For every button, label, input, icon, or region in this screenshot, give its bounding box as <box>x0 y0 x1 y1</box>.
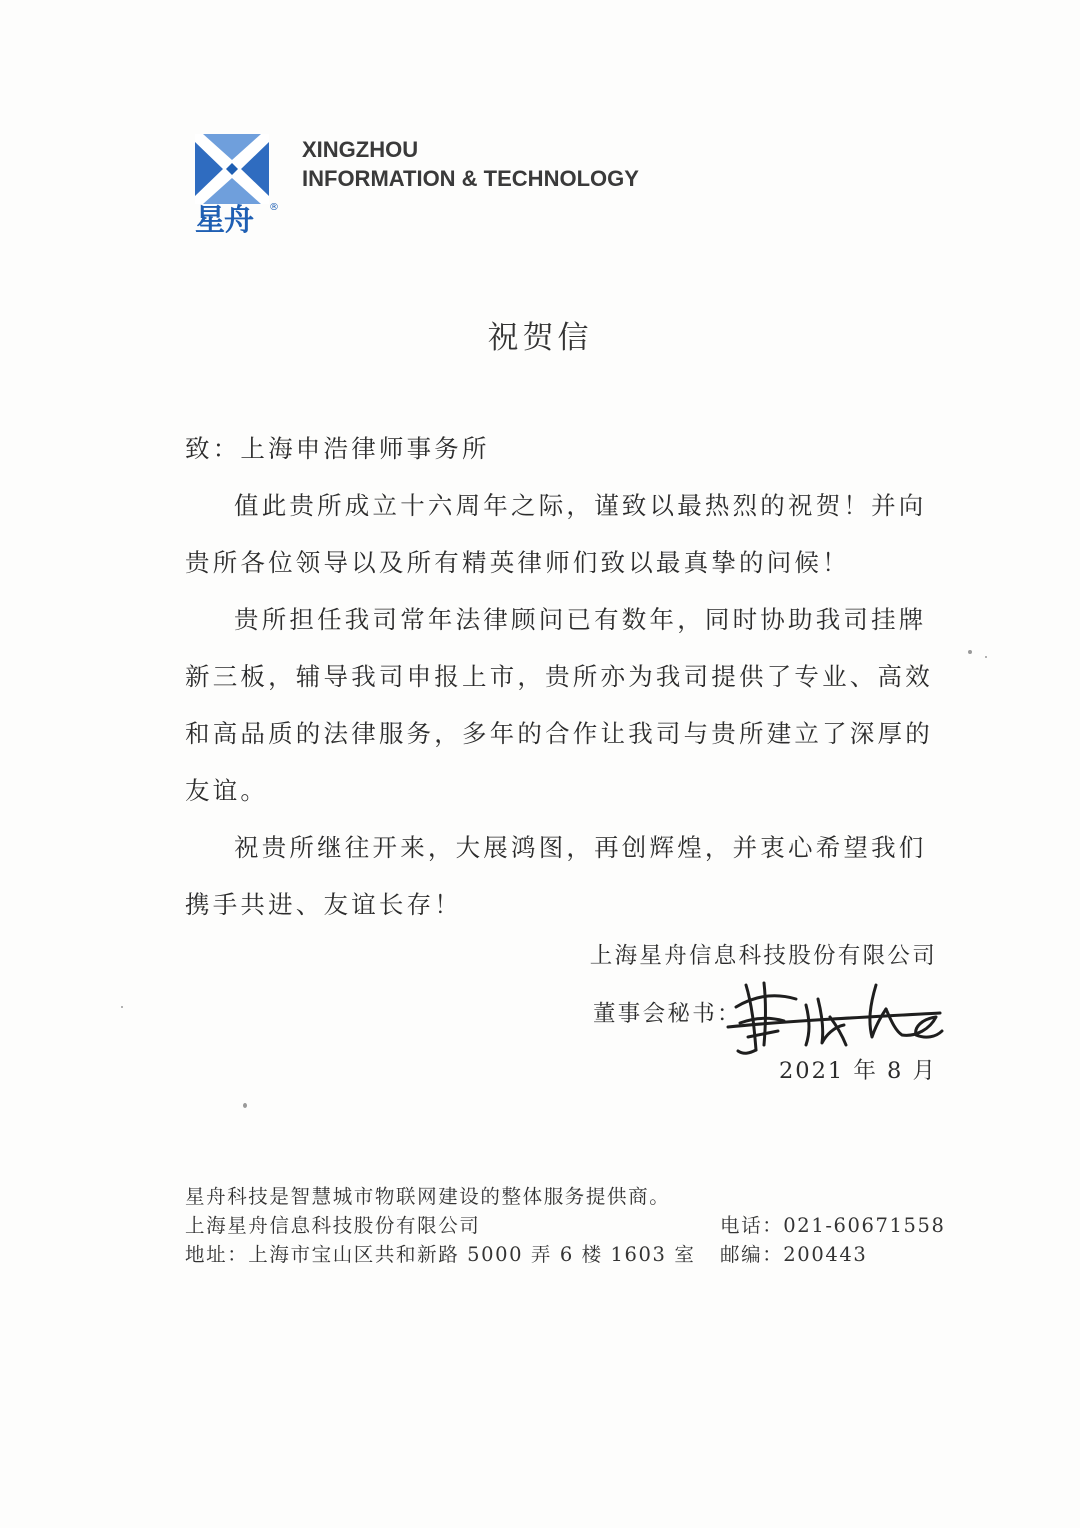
letter-date: 2021 年 8 月 <box>778 1058 937 1084</box>
footer-postcode: 邮编：200443 <box>720 1243 868 1266</box>
signing-company: 上海星舟信息科技股份有限公司 <box>589 943 937 969</box>
brand-name <box>302 135 639 193</box>
logo-chinese-name: 星舟 <box>195 203 253 238</box>
footer-row <box>185 1211 945 1240</box>
handwritten-signature <box>726 965 946 1060</box>
footer-row <box>185 1182 945 1211</box>
footer-address: 地址：上海市宝山区共和新路 5000 弄 6 楼 1603 室 <box>185 1243 696 1266</box>
letter-paragraph: 值此贵所成立十六周年之际，谨致以最热烈的祝贺！并向贵所各位领导以及所有精英律师们致以最真挚的问候！ <box>185 491 927 577</box>
letter-paragraph: 祝贵所继往开来，大展鸿图，再创辉煌，并衷心希望我们携手共进、友谊长存！ <box>185 833 927 919</box>
scan-speck <box>968 650 972 654</box>
brand-line-2: INFORMATION & TECHNOLOGY <box>302 166 639 191</box>
scan-speck <box>121 1006 123 1008</box>
footer-phone: 电话：021-60671558 <box>720 1214 946 1237</box>
footer-row <box>185 1240 945 1269</box>
footer-company: 上海星舟信息科技股份有限公司 <box>185 1214 481 1237</box>
company-logo <box>195 134 285 238</box>
scan-speck <box>985 656 987 658</box>
letter-title: 祝贺信 <box>487 320 593 356</box>
brand-line-1: XINGZHOU <box>302 137 419 162</box>
registered-mark: ® <box>269 202 279 213</box>
letter-body <box>185 420 945 933</box>
signatory-role: 董事会秘书： <box>593 1001 742 1027</box>
letterhead-footer <box>185 1182 945 1269</box>
xingzhou-logo-mark-icon <box>195 134 269 204</box>
letter-paragraph: 贵所担任我司常年法律顾问已有数年，同时协助我司挂牌新三板，辅导我司申报上市，贵所亦为我司提供了专业、高效和高品质的法律服务，多年的合作让我司与贵所建立了深厚的友谊。 <box>185 605 933 805</box>
scan-speck <box>243 1103 247 1108</box>
footer-slogan: 星舟科技是智慧城市物联网建设的整体服务提供商。 <box>185 1185 671 1208</box>
letter-addressee: 致：上海申浩律师事务所 <box>185 434 490 463</box>
